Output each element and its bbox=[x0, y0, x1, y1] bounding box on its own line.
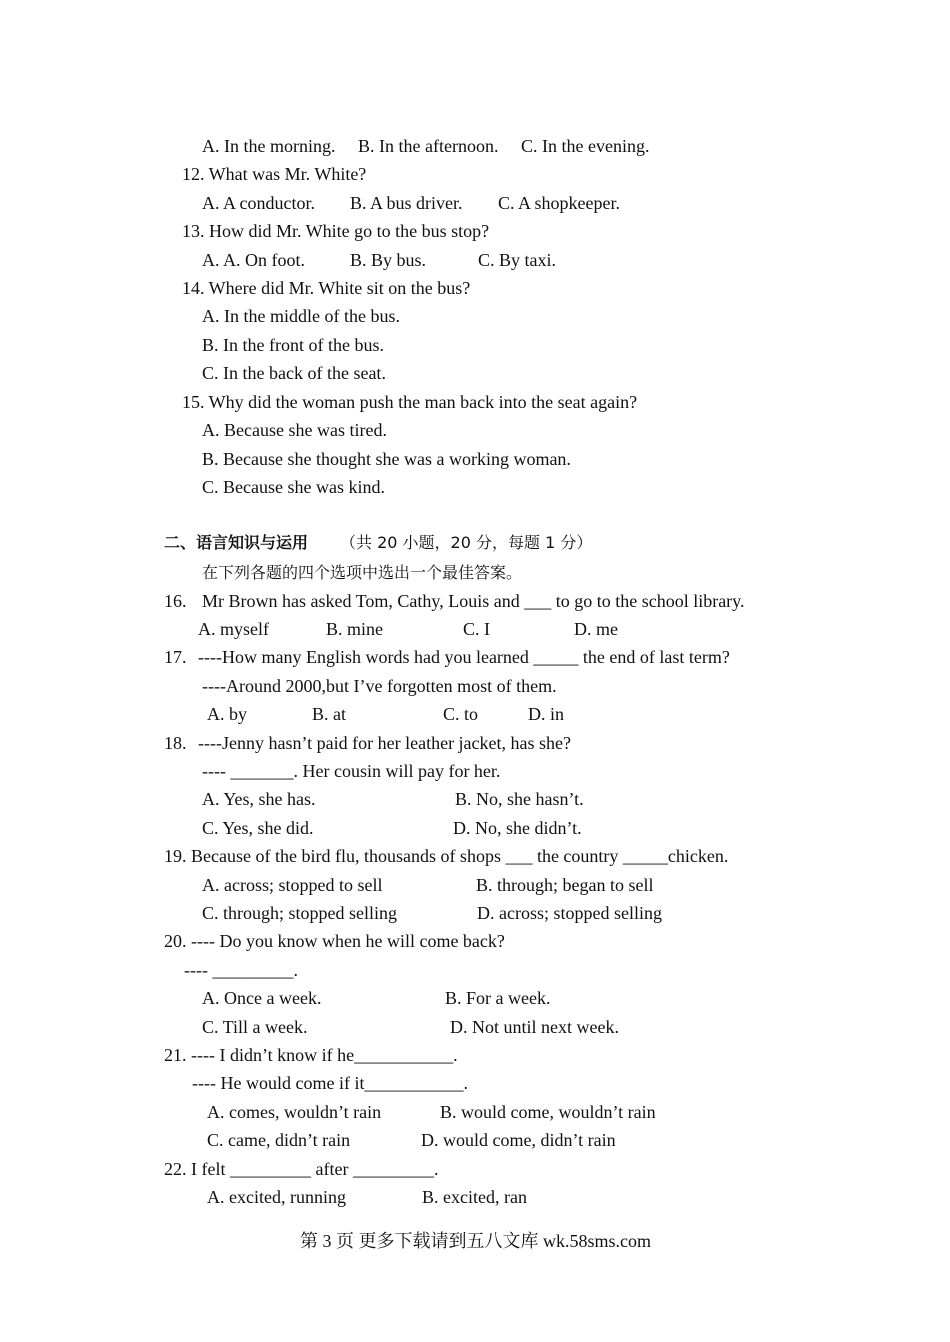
q14-option-b: B. In the front of the bus. bbox=[202, 335, 384, 355]
q20-stem: 20. ---- Do you know when he will come back? bbox=[164, 931, 505, 951]
q18-number: 18. bbox=[164, 733, 187, 753]
q13-stem: 13. How did Mr. White go to the bus stop? bbox=[182, 221, 490, 241]
q11-option-c: C. In the evening. bbox=[521, 136, 650, 156]
q15-option-a: A. Because she was tired. bbox=[202, 420, 387, 440]
q21-reply: ---- He would come if it___________. bbox=[192, 1073, 468, 1093]
page-footer: 第 3 页 更多下载请到五八文库 wk.58sms.com bbox=[300, 1231, 651, 1251]
q15-option-c: C. Because she was kind. bbox=[202, 477, 385, 497]
q19-option-c: C. through; stopped selling bbox=[202, 903, 397, 923]
q17-option-a: A. by bbox=[207, 704, 247, 724]
q15-option-b: B. Because she thought she was a working woman. bbox=[202, 449, 571, 469]
q20-option-c: C. Till a week. bbox=[202, 1017, 308, 1037]
q12-option-c: C. A shopkeeper. bbox=[498, 193, 620, 213]
q15-stem: 15. Why did the woman push the man back into the seat again? bbox=[182, 392, 638, 412]
q19-option-a: A. across; stopped to sell bbox=[202, 875, 383, 895]
q13-option-c: C. By taxi. bbox=[478, 250, 557, 270]
q20-option-b: B. For a week. bbox=[445, 988, 551, 1008]
section-note: （共 20 小题，20 分，每题 1 分） bbox=[340, 533, 593, 552]
q14-option-c: C. In the back of the seat. bbox=[202, 363, 386, 383]
q16-option-d: D. me bbox=[574, 619, 618, 639]
q11-option-a: A. In the morning. bbox=[202, 136, 336, 156]
q21-option-b: B. would come, wouldn’t rain bbox=[440, 1102, 656, 1122]
q17-number: 17. bbox=[164, 647, 187, 667]
q11-option-b: B. In the afternoon. bbox=[358, 136, 499, 156]
q17-reply: ----Around 2000,but I’ve forgotten most of them. bbox=[202, 676, 557, 696]
q22-option-a: A. excited, running bbox=[207, 1187, 346, 1207]
q17-stem: ----How many English words had you learned _____ the end of last term? bbox=[198, 647, 730, 667]
q18-option-c: C. Yes, she did. bbox=[202, 818, 314, 838]
q19-option-b: B. through; began to sell bbox=[476, 875, 654, 895]
q13-option-b: B. By bus. bbox=[350, 250, 427, 270]
q16-option-b: B. mine bbox=[326, 619, 383, 639]
q19-stem: 19. Because of the bird flu, thousands of shops ___ the country _____chicken. bbox=[164, 846, 729, 866]
q17-option-c: C. to bbox=[443, 704, 479, 724]
q17-option-d: D. in bbox=[528, 704, 564, 724]
q18-stem: ----Jenny hasn’t paid for her leather jacket, has she? bbox=[198, 733, 572, 753]
q12-stem: 12. What was Mr. White? bbox=[182, 164, 367, 184]
q22-option-b: B. excited, ran bbox=[422, 1187, 527, 1207]
q20-reply: ---- _________. bbox=[184, 960, 298, 980]
q21-stem: 21. ---- I didn’t know if he___________. bbox=[164, 1045, 458, 1065]
q16-number: 16. bbox=[164, 591, 187, 611]
q13-option-a: A. A. On foot. bbox=[202, 250, 305, 270]
q16-option-c: C. I bbox=[463, 619, 490, 639]
q20-option-d: D. Not until next week. bbox=[450, 1017, 619, 1037]
q21-option-a: A. comes, wouldn’t rain bbox=[207, 1102, 382, 1122]
q12-option-b: B. A bus driver. bbox=[350, 193, 463, 213]
q14-option-a: A. In the middle of the bus. bbox=[202, 306, 400, 326]
q21-option-c: C. came, didn’t rain bbox=[207, 1130, 351, 1150]
q18-reply: ---- _______. Her cousin will pay for her. bbox=[202, 761, 501, 781]
q21-option-d: D. would come, didn’t rain bbox=[421, 1130, 616, 1150]
section-instruction: 在下列各题的四个选项中选出一个最佳答案。 bbox=[202, 563, 523, 582]
q12-option-a: A. A conductor. bbox=[202, 193, 315, 213]
q14-stem: 14. Where did Mr. White sit on the bus? bbox=[182, 278, 471, 298]
q22-stem: 22. I felt _________ after _________. bbox=[164, 1159, 439, 1179]
q19-option-d: D. across; stopped selling bbox=[477, 903, 662, 923]
q18-option-b: B. No, she hasn’t. bbox=[455, 789, 584, 809]
q17-option-b: B. at bbox=[312, 704, 346, 724]
q18-option-d: D. No, she didn’t. bbox=[453, 818, 582, 838]
q20-option-a: A. Once a week. bbox=[202, 988, 322, 1008]
q16-option-a: A. myself bbox=[198, 619, 269, 639]
q16-stem: Mr Brown has asked Tom, Cathy, Louis and ___ to go to the school library. bbox=[202, 591, 745, 611]
q18-option-a: A. Yes, she has. bbox=[202, 789, 316, 809]
section-title: 二、语言知识与运用 bbox=[164, 533, 309, 552]
